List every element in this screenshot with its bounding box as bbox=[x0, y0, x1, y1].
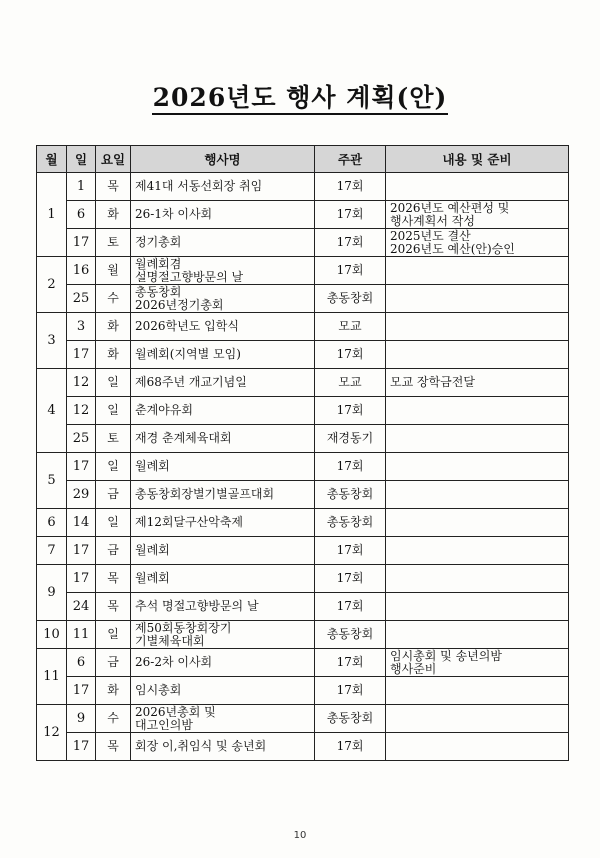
event-cell bbox=[131, 649, 315, 677]
month-cell: 9 bbox=[37, 565, 67, 621]
event-cell bbox=[131, 285, 315, 313]
host-cell: 17회 bbox=[315, 733, 386, 761]
table-row bbox=[37, 341, 569, 369]
weekday-cell: 목 bbox=[96, 593, 131, 621]
table-row bbox=[37, 705, 569, 733]
table-row bbox=[37, 425, 569, 453]
header-day: 일 bbox=[67, 146, 96, 173]
note-cell bbox=[386, 257, 569, 285]
event-cell bbox=[131, 229, 315, 257]
event-cell bbox=[131, 341, 315, 369]
event-line: 월례회 bbox=[135, 543, 170, 557]
weekday-cell: 수 bbox=[96, 285, 131, 313]
day-cell: 17 bbox=[67, 677, 96, 705]
event-line: 2026학년도 입학식 bbox=[135, 319, 239, 333]
title-underline bbox=[152, 113, 448, 115]
event-line: 제12회달구산악축제 bbox=[135, 515, 244, 529]
event-line: 대고인의밤 bbox=[135, 717, 193, 732]
weekday-cell: 일 bbox=[96, 621, 131, 649]
host-cell: 모교 bbox=[315, 369, 386, 397]
event-line: 월례회(지역별 모임) bbox=[135, 347, 241, 361]
event-line: 2026년총회 및 bbox=[135, 704, 216, 719]
note-line: 2025년도 결산 bbox=[390, 228, 471, 243]
note-cell bbox=[386, 649, 569, 677]
note-cell bbox=[386, 313, 569, 341]
weekday-cell: 일 bbox=[96, 509, 131, 537]
event-line: 월례회겸 bbox=[135, 256, 182, 271]
weekday-cell: 일 bbox=[96, 397, 131, 425]
weekday-cell: 화 bbox=[96, 313, 131, 341]
header-host: 주관 bbox=[315, 146, 386, 173]
page-title: 2026년도 행사 계획(안) bbox=[152, 83, 448, 112]
note-cell bbox=[386, 481, 569, 509]
host-cell: 총동창회 bbox=[315, 621, 386, 649]
host-cell: 17회 bbox=[315, 453, 386, 481]
event-line: 설명절고향방문의 날 bbox=[135, 269, 244, 284]
month-cell: 3 bbox=[37, 313, 67, 369]
event-cell bbox=[131, 733, 315, 761]
day-cell: 1 bbox=[67, 173, 96, 201]
table-row bbox=[37, 285, 569, 313]
note-cell bbox=[386, 201, 569, 229]
day-cell: 11 bbox=[67, 621, 96, 649]
month-cell: 4 bbox=[37, 369, 67, 453]
note-line: 행사계획서 작성 bbox=[390, 213, 475, 228]
header-weekday: 요일 bbox=[96, 146, 131, 173]
header-note: 내용 및 준비 bbox=[386, 146, 569, 173]
month-cell: 1 bbox=[37, 173, 67, 257]
table-row bbox=[37, 397, 569, 425]
day-cell: 17 bbox=[67, 341, 96, 369]
event-line: 정기총회 bbox=[135, 235, 182, 249]
day-cell: 29 bbox=[67, 481, 96, 509]
weekday-cell: 화 bbox=[96, 341, 131, 369]
note-line: 2026년도 예산편성 및 bbox=[390, 200, 510, 215]
month-cell: 5 bbox=[37, 453, 67, 509]
event-line: 춘계야유회 bbox=[135, 403, 193, 417]
host-cell: 17회 bbox=[315, 257, 386, 285]
event-cell bbox=[131, 257, 315, 285]
page-number: 10 bbox=[293, 830, 307, 841]
host-cell: 총동창회 bbox=[315, 481, 386, 509]
event-cell bbox=[131, 369, 315, 397]
event-line: 제41대 서동선회장 취임 bbox=[135, 179, 263, 193]
table-row bbox=[37, 369, 569, 397]
event-cell bbox=[131, 313, 315, 341]
note-cell bbox=[386, 397, 569, 425]
weekday-cell: 화 bbox=[96, 677, 131, 705]
host-cell: 총동창회 bbox=[315, 509, 386, 537]
weekday-cell: 일 bbox=[96, 369, 131, 397]
host-cell: 17회 bbox=[315, 593, 386, 621]
day-cell: 17 bbox=[67, 537, 96, 565]
event-line: 총동창회 bbox=[135, 284, 182, 299]
note-line: 임시총회 및 송년의밤 bbox=[390, 648, 502, 663]
host-cell: 17회 bbox=[315, 229, 386, 257]
note-cell bbox=[386, 537, 569, 565]
note-cell bbox=[386, 173, 569, 201]
event-cell bbox=[131, 677, 315, 705]
note-cell bbox=[386, 341, 569, 369]
event-line: 26-2차 이사회 bbox=[135, 655, 213, 669]
header-month: 월 bbox=[37, 146, 67, 173]
weekday-cell: 일 bbox=[96, 453, 131, 481]
table-row bbox=[37, 593, 569, 621]
host-cell: 17회 bbox=[315, 565, 386, 593]
weekday-cell: 토 bbox=[96, 425, 131, 453]
day-cell: 6 bbox=[67, 649, 96, 677]
table-row bbox=[37, 229, 569, 257]
month-cell: 10 bbox=[37, 621, 67, 649]
weekday-cell: 목 bbox=[96, 733, 131, 761]
host-cell: 17회 bbox=[315, 677, 386, 705]
day-cell: 17 bbox=[67, 453, 96, 481]
day-cell: 6 bbox=[67, 201, 96, 229]
note-cell bbox=[386, 509, 569, 537]
table-row bbox=[37, 621, 569, 649]
table-row bbox=[37, 677, 569, 705]
day-cell: 17 bbox=[67, 229, 96, 257]
day-cell: 17 bbox=[67, 565, 96, 593]
event-cell bbox=[131, 509, 315, 537]
event-line: 기별체육대회 bbox=[135, 633, 205, 648]
table-row bbox=[37, 313, 569, 341]
day-cell: 9 bbox=[67, 705, 96, 733]
note-cell bbox=[386, 369, 569, 397]
table-row bbox=[37, 565, 569, 593]
event-line: 제50회동창회장기 bbox=[135, 620, 232, 635]
month-cell: 12 bbox=[37, 705, 67, 761]
event-cell bbox=[131, 453, 315, 481]
weekday-cell: 목 bbox=[96, 173, 131, 201]
event-cell bbox=[131, 537, 315, 565]
day-cell: 3 bbox=[67, 313, 96, 341]
note-cell bbox=[386, 285, 569, 313]
day-cell: 17 bbox=[67, 733, 96, 761]
host-cell: 총동창회 bbox=[315, 285, 386, 313]
weekday-cell: 목 bbox=[96, 565, 131, 593]
host-cell: 총동창회 bbox=[315, 705, 386, 733]
header-event: 행사명 bbox=[131, 146, 315, 173]
weekday-cell: 수 bbox=[96, 705, 131, 733]
event-cell bbox=[131, 201, 315, 229]
weekday-cell: 화 bbox=[96, 201, 131, 229]
day-cell: 12 bbox=[67, 397, 96, 425]
note-line: 모교 장학금전달 bbox=[390, 375, 475, 389]
event-cell bbox=[131, 621, 315, 649]
host-cell: 17회 bbox=[315, 397, 386, 425]
table-row bbox=[37, 173, 569, 201]
event-cell bbox=[131, 173, 315, 201]
table-row bbox=[37, 481, 569, 509]
month-cell: 7 bbox=[37, 537, 67, 565]
note-cell bbox=[386, 565, 569, 593]
event-line: 월례회 bbox=[135, 571, 170, 585]
day-cell: 24 bbox=[67, 593, 96, 621]
host-cell: 17회 bbox=[315, 201, 386, 229]
month-cell: 6 bbox=[37, 509, 67, 537]
month-cell: 11 bbox=[37, 649, 67, 705]
host-cell: 17회 bbox=[315, 537, 386, 565]
event-cell bbox=[131, 565, 315, 593]
note-cell bbox=[386, 733, 569, 761]
note-line: 행사준비 bbox=[390, 661, 437, 676]
table-row bbox=[37, 509, 569, 537]
note-cell bbox=[386, 593, 569, 621]
event-line: 재경 춘계체육대회 bbox=[135, 431, 232, 445]
month-cell: 2 bbox=[37, 257, 67, 313]
event-line: 총동창회장별기별골프대회 bbox=[135, 487, 275, 501]
weekday-cell: 월 bbox=[96, 257, 131, 285]
note-cell bbox=[386, 677, 569, 705]
day-cell: 25 bbox=[67, 285, 96, 313]
note-line: 2026년도 예산(안)승인 bbox=[390, 241, 515, 256]
weekday-cell: 금 bbox=[96, 649, 131, 677]
table-row bbox=[37, 201, 569, 229]
event-cell bbox=[131, 481, 315, 509]
note-cell bbox=[386, 621, 569, 649]
event-line: 2026년정기총회 bbox=[135, 297, 224, 312]
host-cell: 17회 bbox=[315, 341, 386, 369]
host-cell: 재경동기 bbox=[315, 425, 386, 453]
weekday-cell: 금 bbox=[96, 481, 131, 509]
event-line: 임시총회 bbox=[135, 683, 182, 697]
event-plan-table bbox=[36, 145, 569, 761]
table-row bbox=[37, 733, 569, 761]
host-cell: 17회 bbox=[315, 649, 386, 677]
day-cell: 16 bbox=[67, 257, 96, 285]
event-cell bbox=[131, 705, 315, 733]
event-cell bbox=[131, 425, 315, 453]
host-cell: 모교 bbox=[315, 313, 386, 341]
event-line: 추석 명절고향방문의 날 bbox=[135, 599, 259, 613]
event-cell bbox=[131, 593, 315, 621]
note-cell bbox=[386, 425, 569, 453]
note-cell bbox=[386, 229, 569, 257]
note-cell bbox=[386, 453, 569, 481]
table-header-row bbox=[37, 146, 569, 173]
table-row bbox=[37, 453, 569, 481]
table-body bbox=[37, 173, 569, 761]
event-line: 회장 이,취임식 및 송년회 bbox=[135, 739, 267, 753]
event-line: 26-1차 이사회 bbox=[135, 207, 213, 221]
weekday-cell: 토 bbox=[96, 229, 131, 257]
event-cell bbox=[131, 397, 315, 425]
table-row bbox=[37, 537, 569, 565]
weekday-cell: 금 bbox=[96, 537, 131, 565]
day-cell: 25 bbox=[67, 425, 96, 453]
host-cell: 17회 bbox=[315, 173, 386, 201]
event-line: 월례회 bbox=[135, 459, 170, 473]
note-cell bbox=[386, 705, 569, 733]
table-row bbox=[37, 257, 569, 285]
day-cell: 12 bbox=[67, 369, 96, 397]
event-line: 제68주년 개교기념일 bbox=[135, 375, 247, 389]
day-cell: 14 bbox=[67, 509, 96, 537]
table-row bbox=[37, 649, 569, 677]
